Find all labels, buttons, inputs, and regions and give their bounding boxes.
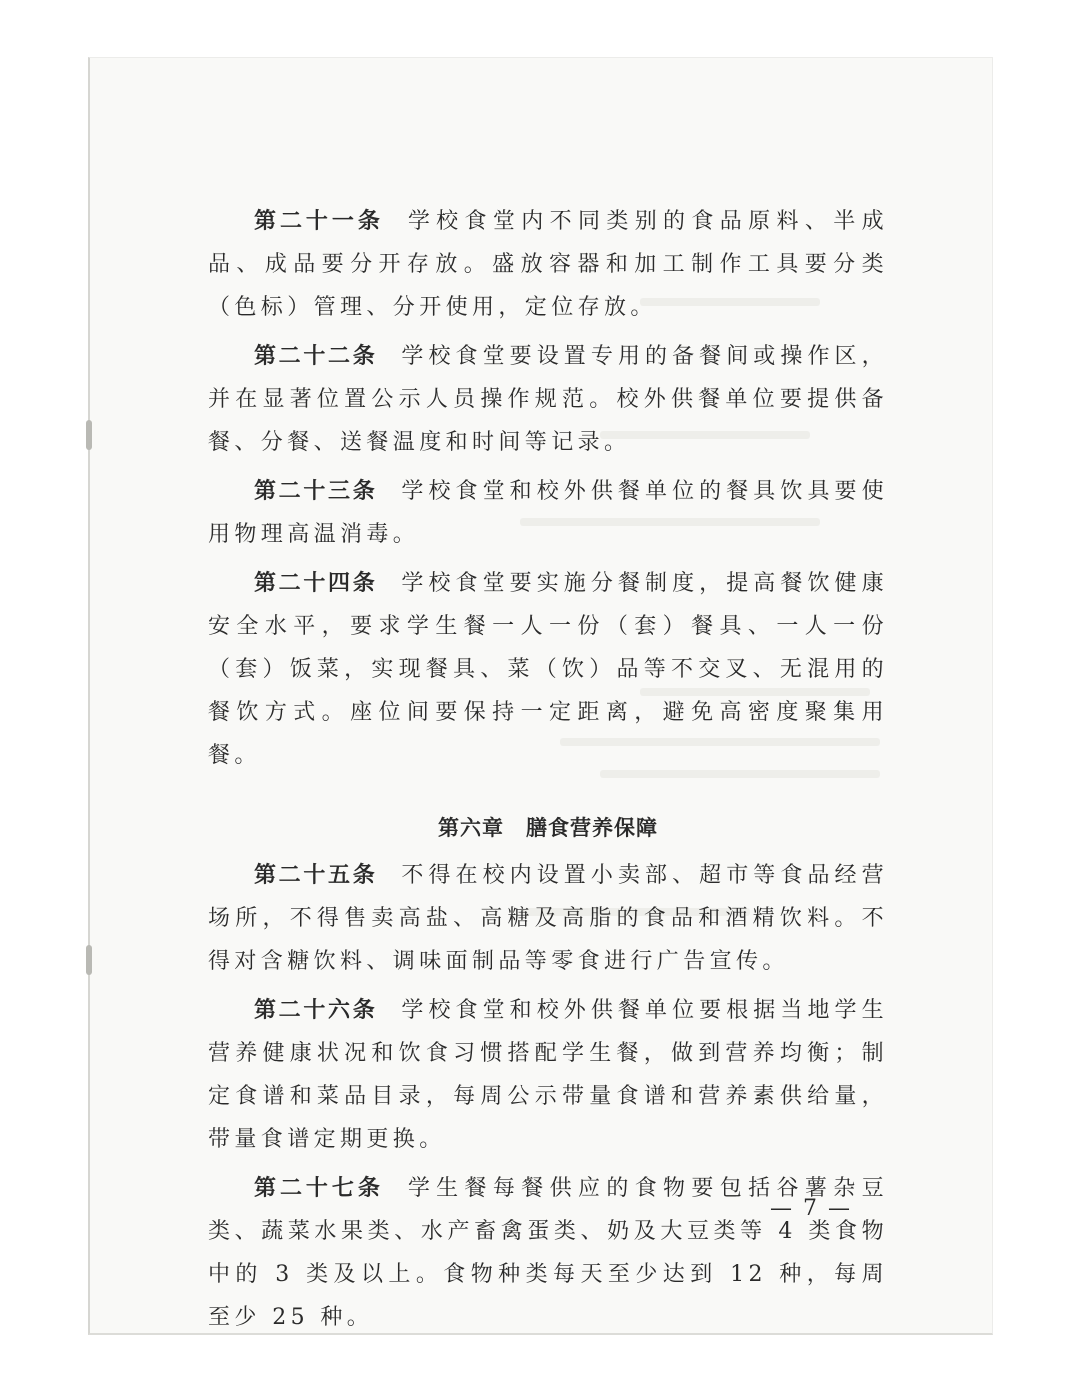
article-text: 学校食堂和校外供餐单位的餐具饮具要使用物理高温消毒。 (208, 479, 888, 547)
article-23 (208, 470, 888, 556)
article-label: 第二十七条 (254, 1176, 384, 1201)
page-number: — 7 — (770, 1196, 852, 1221)
chapter-number: 第六章 (438, 816, 504, 840)
article-label: 第二十五条 (254, 863, 378, 888)
article-24 (208, 562, 888, 777)
article-text: 学校食堂要实施分餐制度，提高餐饮健康安全水平，要求学生餐一人一份（套）餐具、一人一份（套）饭菜，实现餐具、菜（饮）品等不交叉、无混用的餐饮方式。座位间要保持一定距离，避免高密度聚集用餐。 (208, 571, 888, 768)
article-text: 不得在校内设置小卖部、超市等食品经营场所，不得售卖高盐、高糖及高脂的食品和酒精饮料。不得对含糖饮料、调味面制品等零食进行广告宣传。 (208, 863, 888, 974)
article-27 (208, 1167, 888, 1339)
article-25 (208, 854, 888, 983)
binding-staple-mark (86, 945, 92, 975)
article-22 (208, 335, 888, 464)
article-text: 学生餐每餐供应的食物要包括谷薯杂豆类、蔬菜水果类、水产畜禽蛋类、奶及大豆类等 4 类食物中的 3 类及以上。食物种类每天至少达到 12 种，每周至少 25 种。 (208, 1176, 888, 1330)
article-label: 第二十三条 (254, 479, 378, 504)
article-text: 学校食堂内不同类别的食品原料、半成品、成品要分开存放。盛放容器和加工制作工具要分类（色标）管理、分开使用，定位存放。 (208, 209, 888, 320)
chapter-heading (208, 807, 888, 850)
article-26 (208, 989, 888, 1161)
article-label: 第二十六条 (254, 998, 378, 1023)
chapter-title: 膳食营养保障 (526, 816, 658, 840)
document-body (208, 200, 888, 1345)
article-text: 学校食堂和校外供餐单位要根据当地学生营养健康状况和饮食习惯搭配学生餐，做到营养均衡；制定食谱和菜品目录，每周公示带量食谱和营养素供给量，带量食谱定期更换。 (208, 998, 888, 1152)
article-21 (208, 200, 888, 329)
article-label: 第二十四条 (254, 571, 378, 596)
article-label: 第二十一条 (254, 209, 384, 234)
article-label: 第二十二条 (254, 344, 378, 369)
binding-staple-mark (86, 420, 92, 450)
article-text: 学校食堂要设置专用的备餐间或操作区，并在显著位置公示人员操作规范。校外供餐单位要提供备餐、分餐、送餐温度和时间等记录。 (208, 344, 888, 455)
